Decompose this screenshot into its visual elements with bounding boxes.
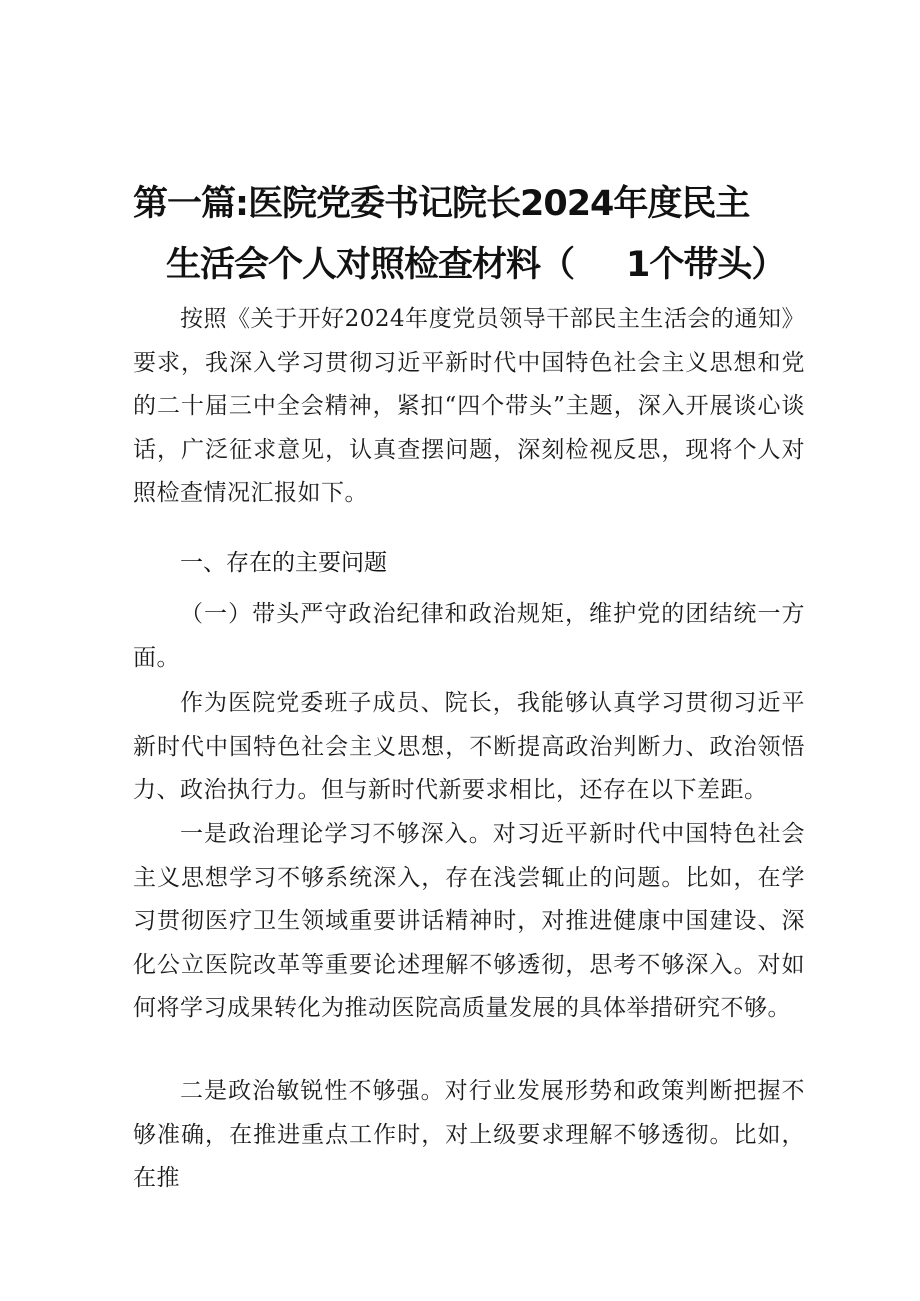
problem-item-1: 一是政治理论学习不够深入。对习近平新时代中国特色社会主义思想学习不够系统深入，存在浅尝辄止的问题。比如，在学习贯彻医疗卫生领域重要讲话精神时，对推进健康中国建设、深化公立医院改革等重要论述理解不够透彻，思考不够深入。对如何将学习成果转化为推动医院高质量发展的具体举措研究不够。 [133,821,805,1021]
problem-item-2: 二是政治敏锐性不够强。对行业发展形势和政策判断把握不够准确，在推进重点工作时，对上级要求理解不够透彻。比如，在推 [133,1078,805,1191]
document-title-line-2-part-a: 生活会个人对照检查材料（ [166,245,575,285]
intro-paragraph: 按照《关于开好2024年度党员领导干部民主生活会的通知》要求，我深入学习贯彻习近平新时代中国特色社会主义思想和党的二十届三中全会精神，紧扣“四个带头”主题，深入开展谈心谈话，广泛征求意见，认真查摆问题，深刻检视反思，现将个人对照检查情况汇报如下。 [133,306,805,506]
document-title-line-2-part-b: 1个带头） [626,245,786,285]
body-paragraph-1: 作为医院党委班子成员、院长，我能够认真学习贯彻习近平新时代中国特色社会主义思想，不断提高政治判断力、政治领悟力、政治执行力。但与新时代新要求相比，还存在以下差距。 [133,690,805,803]
subsection-heading-1: （一）带头严守政治纪律和政治规矩，维护党的团结统一方面。 [133,601,805,671]
document-title-line-2 [166,237,785,287]
document-title-line-1: 第一篇:医院党委书记院长2024年度民主 [133,184,750,224]
section-heading-main-problems: 一、存在的主要问题 [180,550,387,576]
